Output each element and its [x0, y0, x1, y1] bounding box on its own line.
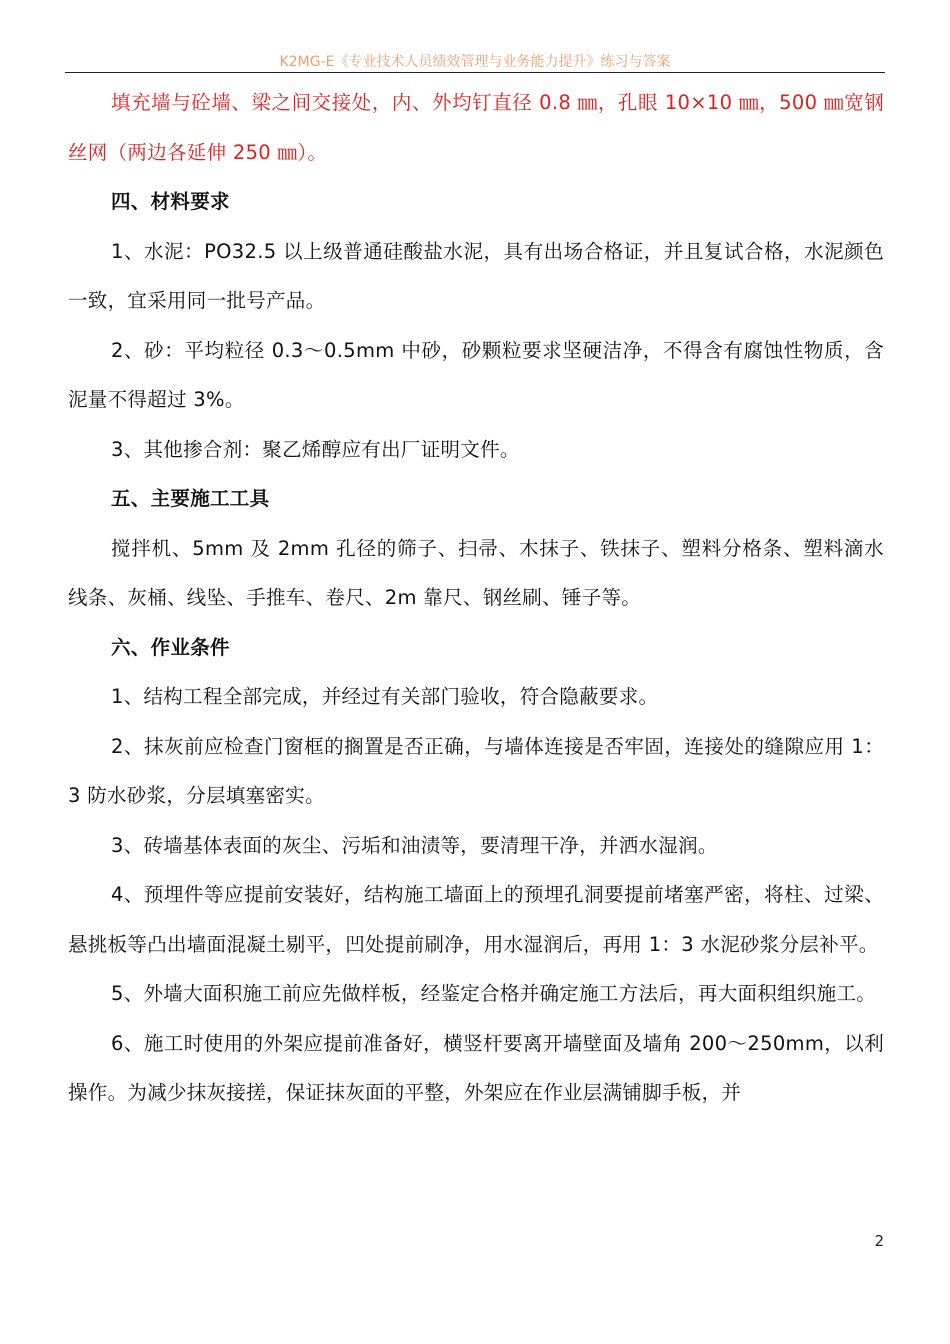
header-divider — [65, 72, 885, 73]
section-heading-tools: 五、主要施工工具 — [111, 487, 270, 510]
paragraph-condition-6: 6、施工时使用的外架应提前准备好，横竖杆要离开墙壁面及墙角 200～250mm，以利操作。为减少抹灰接搓，保证抹灰面的平整，外架应在作业层满铺脚手板，并 — [68, 1031, 884, 1104]
paragraph-condition-3: 3、砖墙基体表面的灰尘、污垢和油渍等，要清理干净，并洒水湿润。 — [111, 833, 718, 857]
paragraph-condition-5: 5、外墙大面积施工前应先做样板，经鉴定合格并确定施工方法后，再大面积组织施工。 — [111, 982, 877, 1005]
paragraph-tools-list: 搅拌机、5mm 及 2mm 孔径的筛子、扫帚、木抹子、铁抹子、塑料分格条、塑料滴水线条、灰桶、线坠、手推车、卷尺、2m 靠尺、钢丝刷、锤子等。 — [68, 536, 884, 609]
section-heading-conditions: 六、作业条件 — [111, 635, 230, 659]
paragraph-sand: 2、砂：平均粒径 0.3～0.5mm 中砂，砂颗粒要求坚硬洁净，不得含有腐蚀性物质，含泥量不得超过 3%。 — [68, 338, 884, 411]
page-number: 2 — [874, 1232, 884, 1250]
paragraph-mesh-note: 填充墙与砼墙、梁之间交接处，内、外均钉直径 0.8 ㎜，孔眼 10×10 ㎜，500 ㎜宽钢丝网（两边各延伸 250 ㎜）。 — [68, 91, 884, 164]
page-header: K2MG-E《专业技术人员绩效管理与业务能力提升》练习与答案 — [279, 54, 671, 70]
paragraph-condition-1: 1、结构工程全部完成，并经过有关部门验收，符合隐蔽要求。 — [111, 685, 659, 708]
document-body — [68, 78, 884, 1118]
paragraph-condition-2: 2、抹灰前应检查门窗框的搁置是否正确，与墙体连接是否牢固，连接处的缝隙应用 1：3 防水砂浆，分层填塞密实。 — [68, 734, 884, 807]
section-heading-materials: 四、材料要求 — [111, 190, 230, 213]
paragraph-admixture: 3、其他掺合剂：聚乙烯醇应有出厂证明文件。 — [111, 437, 520, 461]
paragraph-cement: 1、水泥：PO32.5 以上级普通硅酸盐水泥，具有出场合格证，并且复试合格，水泥颜色一致，宜采用同一批号产品。 — [68, 239, 884, 312]
paragraph-condition-4: 4、预埋件等应提前安装好，结构施工墙面上的预埋孔洞要提前堵塞严密，将柱、过梁、悬挑板等凸出墙面混凝土剔平，凹处提前刷净，用水湿润后，再用 1：3 水泥砂浆分层补平。 — [68, 883, 884, 956]
